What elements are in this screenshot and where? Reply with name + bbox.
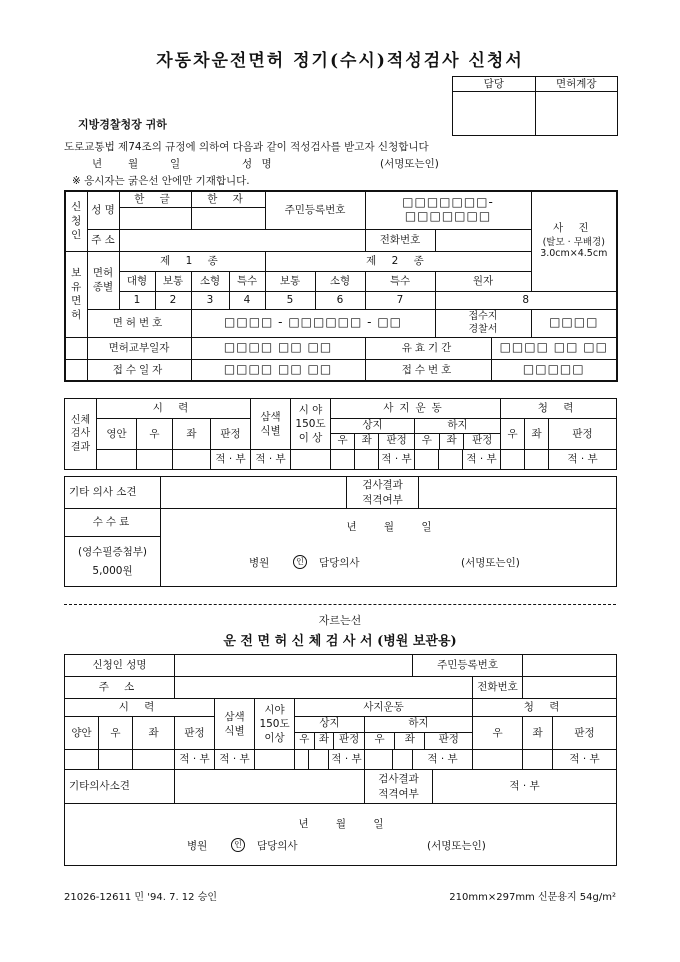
date-sign: (서명또는인) bbox=[380, 158, 439, 170]
form2-lower-right[interactable] bbox=[365, 750, 393, 770]
date-name: 성 명 bbox=[242, 158, 275, 170]
left-label: 좌 bbox=[173, 419, 211, 450]
form2-left-input[interactable] bbox=[133, 750, 175, 770]
form2-rrn-label: 주민등록번호 bbox=[413, 655, 523, 677]
right-label: 우 bbox=[137, 419, 173, 450]
doctor-label: 담당의사 bbox=[319, 557, 360, 569]
doctor-date: 년 월 일 bbox=[346, 521, 432, 533]
exam-section: 신체 검사 결과 bbox=[65, 399, 97, 470]
type-no-4[interactable]: 4 bbox=[229, 291, 265, 309]
form2-rrn-input[interactable] bbox=[523, 655, 617, 677]
opinion-label: 기타 의사 소견 bbox=[65, 477, 161, 509]
address-input[interactable] bbox=[119, 229, 365, 251]
type-4: 특수 bbox=[229, 271, 265, 291]
form2-upper-judge[interactable]: 적 · 부 bbox=[329, 750, 365, 770]
approval-label-1: 담당 bbox=[453, 77, 536, 92]
vision-label: 시 력 bbox=[97, 399, 251, 419]
address-label: 주 소 bbox=[87, 229, 119, 251]
approval-label-2: 면허계장 bbox=[535, 77, 618, 92]
type-8: 원자 bbox=[435, 271, 531, 291]
photo-label: 사 진 bbox=[552, 222, 595, 235]
rrn-input[interactable]: □□□□□□□-□□□□□□□ bbox=[365, 191, 531, 229]
hangul-input[interactable] bbox=[119, 207, 191, 229]
form2-hearing-label: 청 력 bbox=[473, 699, 617, 717]
approval-sign-1[interactable] bbox=[453, 92, 536, 136]
cut-line-label: 자르는선 bbox=[318, 614, 362, 627]
lower-left-input[interactable] bbox=[439, 450, 463, 470]
reception-date-label: 접수일자 bbox=[87, 359, 191, 381]
form2-phone-label: 전화번호 bbox=[473, 677, 523, 699]
hearing-right-input[interactable] bbox=[501, 450, 525, 470]
type-3: 소형 bbox=[191, 271, 229, 291]
form2-vision-label: 시 력 bbox=[65, 699, 215, 717]
hearing-left-input[interactable] bbox=[525, 450, 549, 470]
naked-label: 영안 bbox=[97, 419, 137, 450]
type-6: 소형 bbox=[315, 271, 365, 291]
result-judge[interactable] bbox=[419, 477, 617, 509]
form2-hearing-right: 우 bbox=[473, 717, 523, 750]
form2-lower-judge[interactable]: 적 · 부 bbox=[413, 750, 473, 770]
type-2: 보통 bbox=[155, 271, 191, 291]
valid-period-label: 유효기간 bbox=[365, 337, 491, 359]
form2-name-input[interactable] bbox=[175, 655, 413, 677]
form2-result-judge[interactable]: 적 · 부 bbox=[433, 770, 617, 804]
form2-upper-header: 상지 우 좌 판정 bbox=[295, 717, 365, 750]
hospital-label: 병원 bbox=[249, 557, 270, 569]
form2-color-judge[interactable]: 적 · 부 bbox=[215, 750, 255, 770]
reception-no-label: 접수번호 bbox=[365, 359, 491, 381]
type-1: 대형 bbox=[119, 271, 155, 291]
license-section: 보 유 면 허 bbox=[65, 251, 87, 337]
reception-no-input[interactable]: □□□□□ bbox=[491, 359, 617, 381]
issue-date-input[interactable]: □□□□ □□ □□ bbox=[191, 337, 365, 359]
form2-field-label: 시야 150도 이상 bbox=[255, 699, 295, 750]
limbs-label: 사지운동 bbox=[331, 399, 501, 419]
form2-name-label: 신청인 성명 bbox=[65, 655, 175, 677]
type-no-7[interactable]: 7 bbox=[365, 291, 435, 309]
hearing-left-label: 좌 bbox=[525, 419, 549, 450]
form2-upper-left[interactable] bbox=[309, 750, 329, 770]
rrn-label: 주민등록번호 bbox=[265, 191, 365, 229]
form2-field-input[interactable] bbox=[255, 750, 295, 770]
photo-note-1: (탈모 · 무배경) bbox=[542, 237, 605, 249]
lower-limb-header: 하지 우 좌 판정 bbox=[415, 419, 501, 450]
fee-label: 수수료 bbox=[65, 509, 161, 537]
lower-right-input[interactable] bbox=[415, 450, 439, 470]
form2-hear-judge[interactable]: 적 · 부 bbox=[553, 750, 617, 770]
field-input[interactable] bbox=[291, 450, 331, 470]
form2-hear-right[interactable] bbox=[473, 750, 523, 770]
type-no-5[interactable]: 5 bbox=[265, 291, 315, 309]
license-number-label: 면허번호 bbox=[87, 309, 191, 337]
date-year: 년 bbox=[92, 158, 103, 170]
hearing-right-label: 우 bbox=[501, 419, 525, 450]
form2-address-label: 주 소 bbox=[65, 677, 175, 699]
form2-naked-input[interactable] bbox=[65, 750, 99, 770]
license-number-input[interactable]: □□□□ - □□□□□□ - □□ bbox=[191, 309, 435, 337]
result-label: 검사결과 적격여부 bbox=[347, 477, 419, 509]
type-no-2[interactable]: 2 bbox=[155, 291, 191, 309]
doctor-table bbox=[64, 476, 617, 587]
doctor-sign: (서명또는인) bbox=[461, 557, 520, 569]
fee-note-cell bbox=[65, 537, 161, 587]
vision-naked-input[interactable] bbox=[97, 450, 137, 470]
approval-sign-2[interactable] bbox=[535, 92, 618, 136]
type-no-1[interactable]: 1 bbox=[119, 291, 155, 309]
form2-sign-area[interactable] bbox=[65, 804, 617, 866]
footer-right: 210mm×297mm 신문용지 54g/m² bbox=[449, 892, 616, 903]
type-5: 보통 bbox=[265, 271, 315, 291]
type-7: 특수 bbox=[365, 271, 435, 291]
type-no-6[interactable]: 6 bbox=[315, 291, 365, 309]
name-label: 성 명 bbox=[87, 191, 119, 229]
judge-label: 판정 bbox=[211, 419, 251, 450]
fee-amount: 5,000원 bbox=[92, 564, 133, 577]
class1-label: 제 1 종 bbox=[119, 251, 265, 271]
phone-label: 전화번호 bbox=[365, 229, 435, 251]
form2-address-input[interactable] bbox=[175, 677, 473, 699]
date-line bbox=[64, 156, 624, 170]
form2-hear-left[interactable] bbox=[523, 750, 553, 770]
form2-color-label: 삼색 식별 bbox=[215, 699, 255, 750]
vision-left-input[interactable] bbox=[173, 450, 211, 470]
photo-note-2: 3.0cm×4.5cm bbox=[540, 248, 608, 260]
photo-box[interactable] bbox=[531, 191, 617, 291]
seal-icon: 인 bbox=[293, 555, 307, 569]
form2-date: 년 월 일 bbox=[298, 818, 384, 830]
type-no-8[interactable]: 8 bbox=[435, 291, 617, 309]
hearing-judge[interactable]: 적 · 부 bbox=[549, 450, 617, 470]
form2-doctor: 담당의사 bbox=[257, 840, 298, 852]
form2-seal-icon: 인 bbox=[231, 838, 245, 852]
form2-judge-label: 판정 bbox=[175, 717, 215, 750]
footer-left: 21026-12611 민 '94. 7. 12 승인 bbox=[64, 892, 218, 903]
page-title: 자동차운전면허 정기(수시)적성검사 신청서 bbox=[156, 51, 524, 71]
station-label: 접수지 경찰서 bbox=[435, 309, 531, 337]
upper-right-input[interactable] bbox=[331, 450, 355, 470]
exam-table bbox=[64, 398, 617, 470]
form2-right-input[interactable] bbox=[99, 750, 133, 770]
date-day: 일 bbox=[170, 158, 181, 170]
hearing-label: 청 력 bbox=[501, 399, 617, 419]
form2-upper-right[interactable] bbox=[295, 750, 309, 770]
color-judge[interactable]: 적 · 부 bbox=[251, 450, 291, 470]
form2-lower-left[interactable] bbox=[393, 750, 413, 770]
doctor-sign-area[interactable] bbox=[161, 509, 617, 587]
fee-note: (영수필증첨부) bbox=[77, 546, 148, 559]
reception-date-input[interactable]: □□□□ □□ □□ bbox=[191, 359, 365, 381]
license-type-label: 면허 종별 bbox=[87, 251, 119, 309]
opinion-input[interactable] bbox=[161, 477, 347, 509]
issue-date-label: 면허교부일자 bbox=[87, 337, 191, 359]
form2-hearing-left: 좌 bbox=[523, 717, 553, 750]
hangul-label: 한 글 bbox=[119, 191, 191, 207]
type-no-3[interactable]: 3 bbox=[191, 291, 229, 309]
vision-right-input[interactable] bbox=[137, 450, 173, 470]
statement: 도로교통법 제74조의 규정에 의하여 다음과 같이 적성검사를 받고자 신청합니다 bbox=[64, 141, 429, 153]
form2-left-label: 좌 bbox=[133, 717, 175, 750]
color-label: 삼색 식별 bbox=[251, 399, 291, 450]
form2-hospital: 병원 bbox=[187, 840, 208, 852]
form2-lower-header: 하지 우 좌 판정 bbox=[365, 717, 473, 750]
field-label: 시 야 150도 이 상 bbox=[291, 399, 331, 450]
form2-hearing-judge: 판정 bbox=[553, 717, 617, 750]
applicant-section: 신 청 인 bbox=[65, 191, 87, 251]
form2-vision-judge[interactable]: 적 · 부 bbox=[175, 750, 215, 770]
form2-table bbox=[64, 654, 617, 866]
form2-sign: (서명또는인) bbox=[427, 840, 486, 852]
vision-judge[interactable]: 적 · 부 bbox=[211, 450, 251, 470]
hanja-label: 한 자 bbox=[191, 191, 265, 207]
station-input[interactable]: □□□□ bbox=[531, 309, 617, 337]
form2-phone-input[interactable] bbox=[523, 677, 617, 699]
application-form bbox=[64, 190, 618, 382]
form2-opinion-input[interactable] bbox=[175, 770, 365, 804]
date-month: 월 bbox=[128, 158, 139, 170]
hearing-judge-label: 판정 bbox=[549, 419, 617, 450]
form2-naked-label: 양안 bbox=[65, 717, 99, 750]
approval-box bbox=[452, 76, 618, 136]
valid-period-input[interactable]: □□□□ □□ □□ bbox=[491, 337, 617, 359]
upper-limb-header: 상지 우 좌 판정 bbox=[331, 419, 415, 450]
class2-label: 제 2 종 bbox=[265, 251, 531, 271]
cut-line bbox=[64, 604, 616, 605]
form2-opinion-label: 기타의사소견 bbox=[65, 770, 175, 804]
notice: ※ 응시자는 굵은선 안에만 기재합니다. bbox=[72, 175, 250, 187]
hanja-input[interactable] bbox=[191, 207, 265, 229]
upper-judge[interactable]: 적 · 부 bbox=[379, 450, 415, 470]
lower-judge[interactable]: 적 · 부 bbox=[463, 450, 501, 470]
form2-limbs-label: 사지운동 bbox=[295, 699, 473, 717]
form2-right-label: 우 bbox=[99, 717, 133, 750]
form2-title: 운 전 면 허 신 체 검 사 서 (병원 보관용) bbox=[223, 634, 457, 649]
upper-left-input[interactable] bbox=[355, 450, 379, 470]
recipient: 지방경찰청장 귀하 bbox=[78, 118, 167, 131]
form2-result-label: 검사결과 적격여부 bbox=[365, 770, 433, 804]
